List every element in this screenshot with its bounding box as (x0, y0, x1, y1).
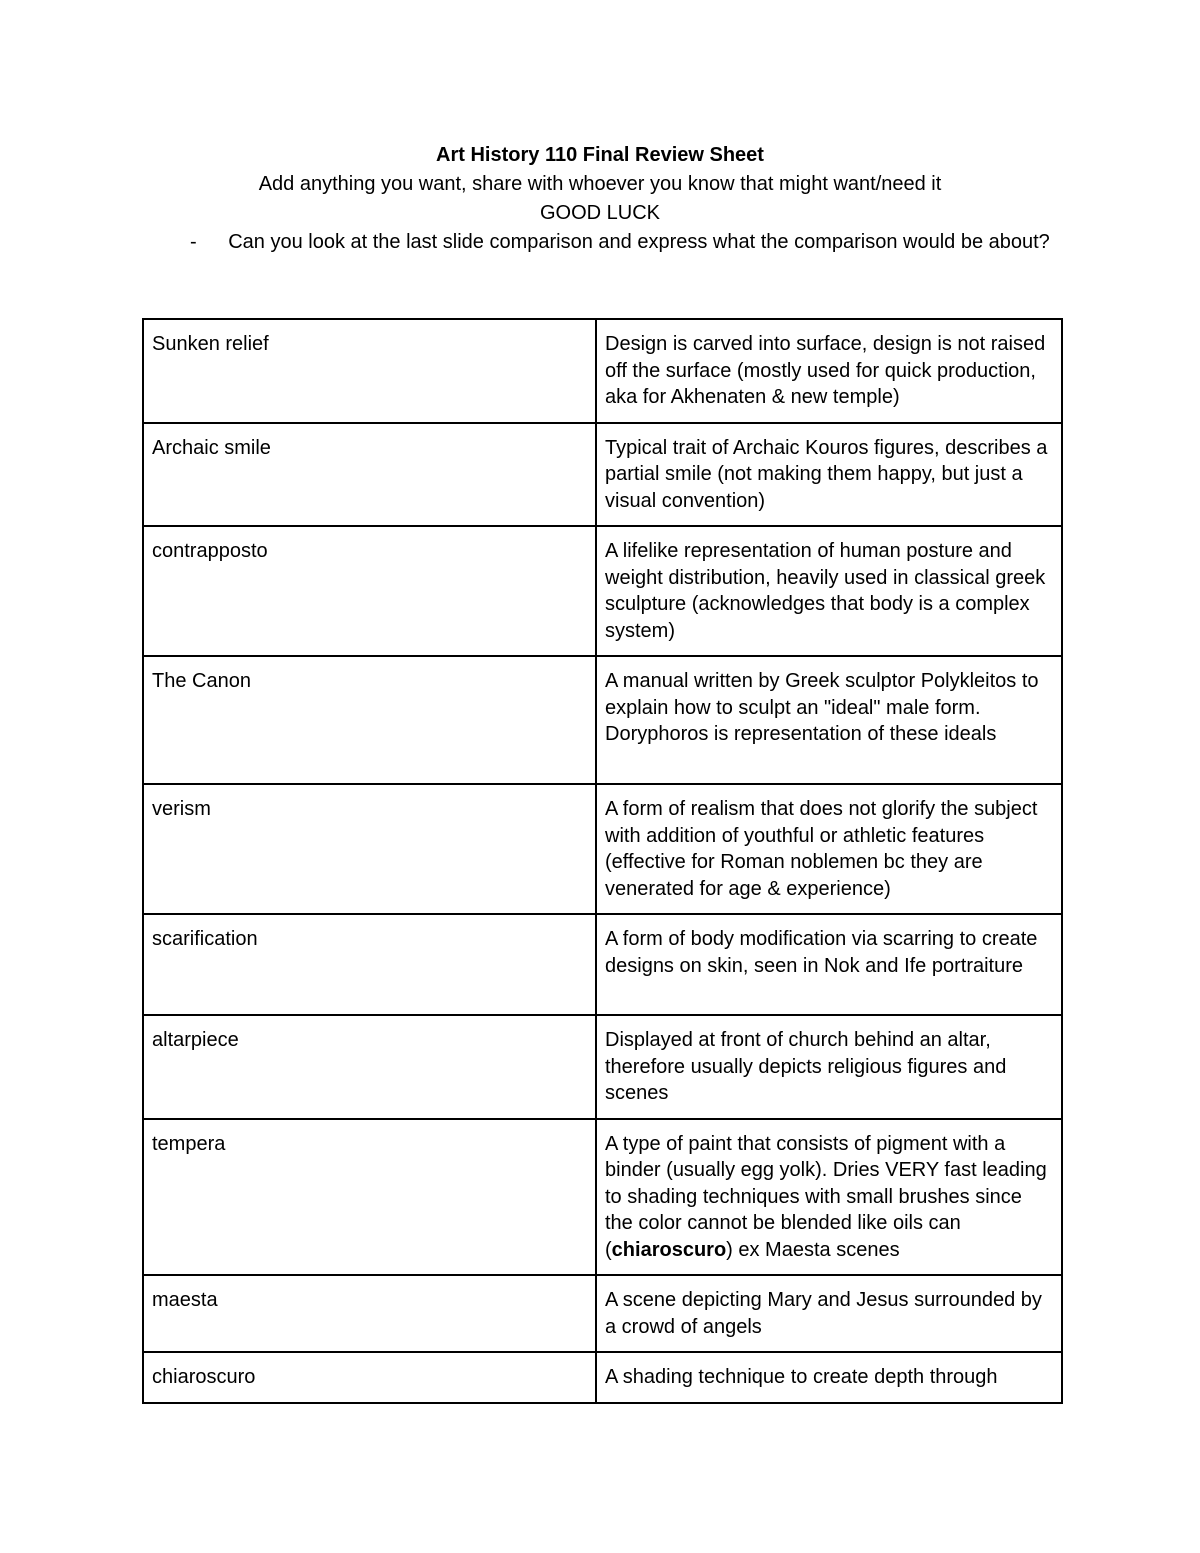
bullet-item (190, 228, 1050, 257)
term-cell: Sunken relief (143, 319, 596, 423)
definition-cell: A form of body modification via scarring to create designs on skin, seen in Nok and Ife portraiture (596, 914, 1062, 1015)
term-cell: maesta (143, 1275, 596, 1352)
bullet-text: Can you look at the last slide comparison and express what the comparison would be about? (228, 231, 1050, 253)
definition-cell (596, 1119, 1062, 1276)
table-row (143, 1015, 1062, 1119)
document-title: Art History 110 Final Review Sheet (436, 144, 764, 166)
term-cell: The Canon (143, 656, 596, 784)
term-cell: contrapposto (143, 526, 596, 656)
table-row (143, 526, 1062, 656)
definition-cell: A form of realism that does not glorify the subject with addition of youthful or athletic features (effective for Roman noblemen bc they are venerated for age & experience) (596, 784, 1062, 914)
table-row (143, 1275, 1062, 1352)
document-subtitle: Add anything you want, share with whoever you know that might want/need it (258, 173, 942, 195)
definition-text: A type of paint that consists of pigment with a binder (usually egg yolk). Dries VERY fast leading to shading techniques with small brushes since the color cannot be blended like oils can ( (605, 1132, 1047, 1261)
term-cell: chiaroscuro (143, 1352, 596, 1403)
definition-cell: A scene depicting Mary and Jesus surrounded by a crowd of angels (596, 1275, 1062, 1352)
table-row (143, 423, 1062, 527)
table-row (143, 1119, 1062, 1276)
definition-cell: Typical trait of Archaic Kouros figures, describes a partial smile (not making them happy, but just a visual convention) (596, 423, 1062, 527)
definition-bold-term: chiaroscuro (611, 1238, 727, 1261)
glossary-table (142, 318, 1063, 1404)
definition-cell: A shading technique to create depth through (596, 1352, 1062, 1403)
term-cell: Archaic smile (143, 423, 596, 527)
table-row (143, 914, 1062, 1015)
term-cell: tempera (143, 1119, 596, 1276)
term-cell: altarpiece (143, 1015, 596, 1119)
table-row (143, 1352, 1062, 1403)
definition-cell: A manual written by Greek sculptor Polykleitos to explain how to sculpt an "ideal" male form. Doryphoros is representation of these ideals (596, 656, 1062, 784)
definition-text: ) ex Maesta scenes (726, 1238, 900, 1261)
definition-cell: Design is carved into surface, design is not raised off the surface (mostly used for quick production, aka for Akhenaten & new temple) (596, 319, 1062, 423)
document-header (0, 141, 1200, 228)
table-row (143, 319, 1062, 423)
table-row (143, 656, 1062, 784)
term-cell: scarification (143, 914, 596, 1015)
term-cell: verism (143, 784, 596, 914)
definition-cell: A lifelike representation of human posture and weight distribution, heavily used in classical greek sculpture (acknowledges that body is a complex system) (596, 526, 1062, 656)
good-luck-text: GOOD LUCK (539, 202, 661, 224)
definition-cell: Displayed at front of church behind an altar, therefore usually depicts religious figures and scenes (596, 1015, 1062, 1119)
bullet-dash: - (190, 231, 197, 253)
table-row (143, 784, 1062, 914)
